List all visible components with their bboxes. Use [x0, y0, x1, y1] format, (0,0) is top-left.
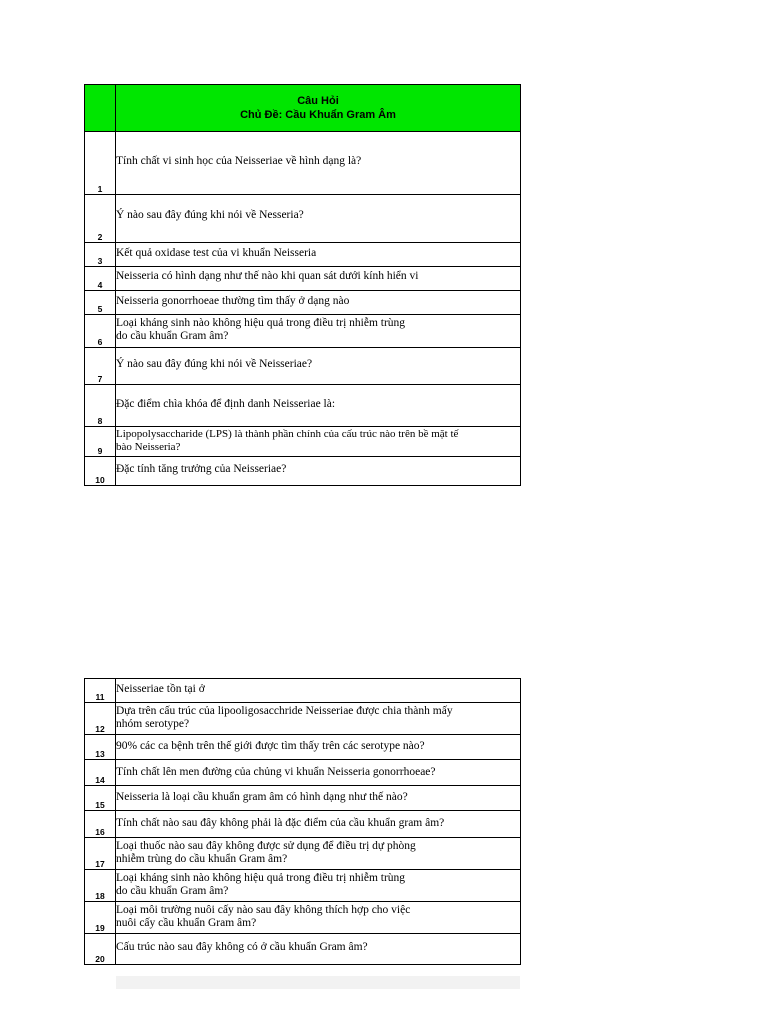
bottom-strip: [116, 976, 520, 989]
question-text: Neisseria có hình dạng như thế nào khi quan sát dưới kính hiển vi: [116, 270, 419, 282]
question-cell: [116, 457, 521, 486]
questions-table-1: [84, 84, 521, 486]
question-row: [85, 679, 521, 703]
question-text: Lipopolysaccharide (LPS) là thành phần chính của cấu trúc nào trên bề mặt tế bào Neisseria?: [116, 428, 459, 453]
question-row: [85, 735, 521, 760]
question-number: 13: [85, 735, 116, 760]
question-cell: [116, 902, 521, 934]
question-number: 12: [85, 703, 116, 735]
question-number: 11: [85, 679, 116, 703]
question-text: Cấu trúc nào sau đây không có ở cầu khuẩn Gram âm?: [116, 941, 368, 953]
question-number: 15: [85, 786, 116, 811]
question-text: Tính chất vi sinh học của Neisseriae về hình dạng là?: [116, 155, 362, 167]
question-text: Loại thuốc nào sau đây không được sử dụng để điều trị dự phòng nhiễm trùng do cầu khuẩn Gram âm?: [116, 840, 416, 865]
header-number-cell: [85, 85, 116, 132]
question-row: [85, 243, 521, 267]
header-topic: Chủ Đề: Cầu Khuẩn Gram Âm: [240, 109, 396, 121]
question-cell: [116, 703, 521, 735]
question-row: [85, 348, 521, 385]
question-row: [85, 427, 521, 457]
question-text: Đặc điểm chìa khóa để định danh Neisseriae là:: [116, 398, 336, 410]
question-text: Loại kháng sinh nào không hiệu quả trong điều trị nhiễm trùng do cầu khuẩn Gram âm?: [116, 317, 406, 342]
question-cell: [116, 195, 521, 243]
question-text: Neisseria là loại cầu khuẩn gram âm có hình dạng như thế nào?: [116, 791, 408, 803]
question-cell: [116, 315, 521, 348]
question-text: Loại kháng sinh nào không hiệu quả trong điều trị nhiễm trùng do cầu khuẩn Gram âm?: [116, 872, 406, 897]
question-number: 4: [85, 267, 116, 291]
question-text: 90% các ca bệnh trên thế giới được tìm thấy trên các serotype nào?: [116, 740, 425, 752]
question-cell: [116, 385, 521, 427]
question-text: Kết quả oxidase test của vi khuẩn Neisseria: [116, 247, 317, 259]
question-cell: [116, 786, 521, 811]
question-cell: [116, 934, 521, 965]
question-row: [85, 195, 521, 243]
question-text: Neisseriae tồn tại ở: [116, 683, 205, 695]
question-text: Neisseria gonorrhoeae thường tìm thấy ở dạng nào: [116, 295, 350, 307]
question-number: 14: [85, 760, 116, 786]
question-row: [85, 385, 521, 427]
header-title: Câu Hỏi: [297, 95, 339, 107]
question-row: [85, 315, 521, 348]
question-row: [85, 934, 521, 965]
question-row: [85, 703, 521, 735]
question-text: Ý nào sau đây đúng khi nói về Neisseriae?: [116, 358, 313, 370]
question-number: 20: [85, 934, 116, 965]
question-cell: [116, 291, 521, 315]
question-cell: [116, 267, 521, 291]
question-cell: [116, 243, 521, 267]
header-title-cell: [116, 85, 521, 132]
question-cell: [116, 735, 521, 760]
question-number: 8: [85, 385, 116, 427]
question-cell: [116, 348, 521, 385]
question-cell: [116, 132, 521, 195]
question-number: 3: [85, 243, 116, 267]
questions-table-2: [84, 678, 521, 965]
question-row: [85, 786, 521, 811]
question-number: 16: [85, 811, 116, 838]
question-row: [85, 267, 521, 291]
question-row: [85, 132, 521, 195]
question-number: 18: [85, 870, 116, 902]
question-row: [85, 838, 521, 870]
header-row: [85, 85, 521, 132]
question-number: 7: [85, 348, 116, 385]
question-number: 17: [85, 838, 116, 870]
question-text: Đặc tính tăng trưởng của Neisseriae?: [116, 463, 287, 475]
question-number: 9: [85, 427, 116, 457]
question-text: Tính chất lên men đường của chủng vi khuẩn Neisseria gonorrhoeae?: [116, 766, 436, 778]
question-text: Loại môi trường nuôi cấy nào sau đây không thích hợp cho việc nuôi cấy cầu khuẩn Gram âm?: [116, 904, 411, 929]
question-cell: [116, 679, 521, 703]
question-number: 6: [85, 315, 116, 348]
question-row: [85, 291, 521, 315]
question-row: [85, 902, 521, 934]
question-number: 1: [85, 132, 116, 195]
question-text: Ý nào sau đây đúng khi nói về Nesseria?: [116, 209, 304, 221]
question-row: [85, 870, 521, 902]
question-row: [85, 457, 521, 486]
question-cell: [116, 427, 521, 457]
question-number: 5: [85, 291, 116, 315]
question-cell: [116, 870, 521, 902]
question-text: Dựa trên cấu trúc của lipooligosacchride Neisseriae được chia thành mấy nhóm serotype?: [116, 705, 453, 730]
question-number: 2: [85, 195, 116, 243]
question-row: [85, 760, 521, 786]
question-cell: [116, 838, 521, 870]
question-row: [85, 811, 521, 838]
question-number: 19: [85, 902, 116, 934]
question-number: 10: [85, 457, 116, 486]
question-cell: [116, 760, 521, 786]
question-text: Tính chất nào sau đây không phải là đặc điểm của cầu khuẩn gram âm?: [116, 817, 445, 829]
question-cell: [116, 811, 521, 838]
